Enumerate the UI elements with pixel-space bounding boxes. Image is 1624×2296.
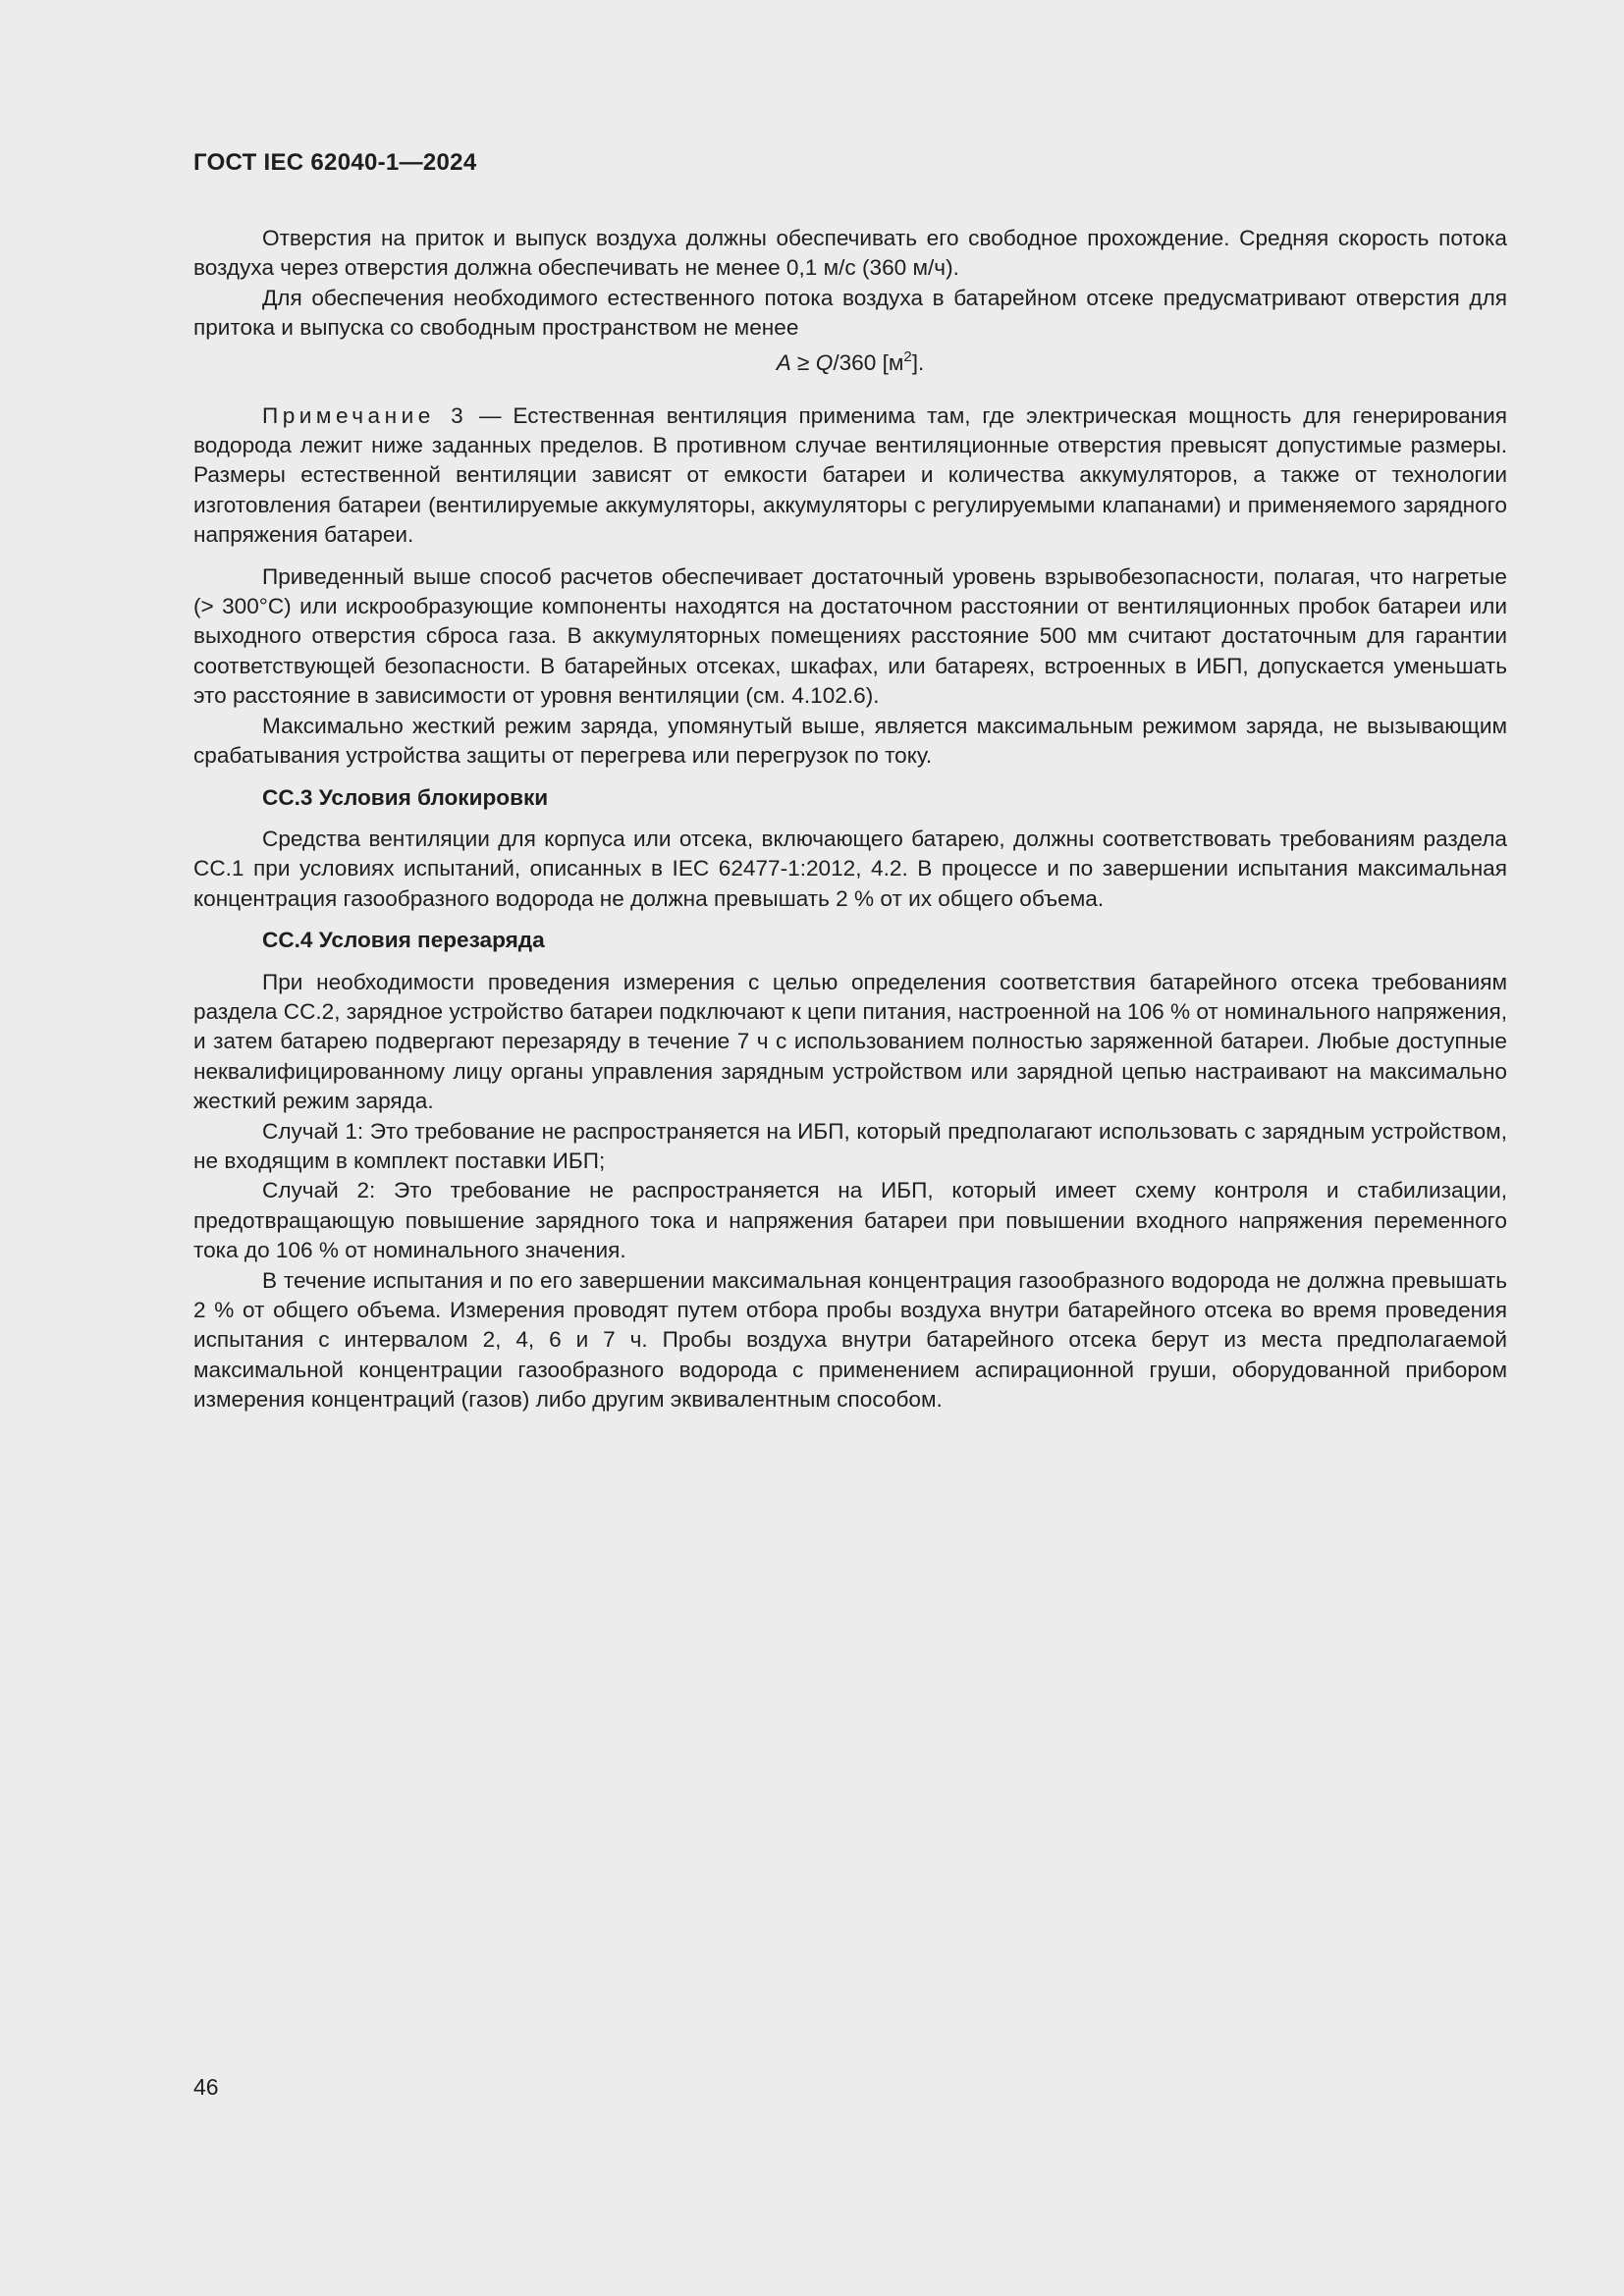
document-header: ГОСТ IEC 62040-1—2024: [193, 149, 477, 176]
section-heading-cc3: СС.3 Условия блокировки: [262, 784, 549, 810]
paragraph-case-2: Случай 2: Это требование не распространяется на ИБП, который имеет схему контроля и стабилизации, предотвращающую повышение зарядного тока и напряжения батареи при повышении входного напряжения переменного тока до 106 % от номинального значения.: [193, 1178, 1507, 1263]
paragraph-natural-airflow: Для обеспечения необходимого естественного потока воздуха в батарейном отсеке предусматривают отверстия для притока и выпуска со свободным пространством не менее: [193, 285, 1507, 341]
paragraph-hydrogen-measurement: В течение испытания и по его завершении максимальная концентрация газообразного водорода не должна превышать 2 % от общего объема. Измерения проводят путем отбора пробы воздуха внутри батарейного отсека во время проведения испытания с интервалом 2, 4, 6 и 7 ч. Пробы воздуха внутри батарейного отсека берут из места предполагаемой максимальной концентрации газообразного водорода с применением аспирационной груши, оборудованной прибором измерения концентраций (газов) либо другим эквивалентным способом.: [193, 1267, 1507, 1413]
section-heading-cc4: СС.4 Условия перезаряда: [262, 928, 545, 953]
formula-operator: ≥: [790, 349, 816, 375]
note-text: — Естественная вентиляция применима там, где электрическая мощность для генерирования водорода лежит ниже заданных пределов. В противном случае вентиляционные отверстия превысят допустимые размеры. Размеры естественной вентиляции зависят от емкости батареи и количества аккумуляторов, а также от технологии изготовления батареи (вентилируемые аккумуляторы, аккумуляторы с регулируемыми клапанами) и применяемого зарядного напряжения батареи.: [193, 402, 1507, 548]
formula-var-a: A: [776, 349, 791, 375]
document-body: [193, 224, 1507, 1415]
ventilation-formula: [193, 348, 1507, 378]
formula-divisor-unit: /360 [м: [833, 349, 904, 375]
paragraph-cc4-overcharge: При необходимости проведения измерения с целью определения соответствия батарейного отсека требованиям раздела СС.2, зарядное устройство батареи подключают к цепи питания, настроенной на 106 % от номинального напряжения, и затем батарею подвергают перезаряду в течение 7 ч с использованием полностью заряженной батареи. Любые доступные неквалифицированному лицу органы управления зарядным устройством или зарядной цепью настраивают на максимально жесткий режим заряда.: [193, 969, 1507, 1114]
paragraph-case-1: Случай 1: Это требование не распространяется на ИБП, который предполагают использовать с зарядным устройством, не входящим в комплект поставки ИБП;: [193, 1118, 1507, 1173]
formula-exponent: 2: [903, 347, 912, 365]
formula-var-q: Q: [815, 349, 834, 375]
formula-tail: ].: [911, 349, 925, 375]
paragraph-airflow-openings: Отверстия на приток и выпуск воздуха должны обеспечивать его свободное прохождение. Средняя скорость потока воздуха через отверстия должна обеспечивать не менее 0,1 м/с (360 м/ч).: [193, 226, 1507, 281]
paragraph-charge-mode: Максимально жесткий режим заряда, упомянутый выше, является максимальным режимом заряда, не вызывающим срабатывания устройства защиты от перегрева или перегрузок по току.: [193, 713, 1507, 769]
note-3: [193, 401, 1507, 551]
note-label: Примечание 3: [262, 402, 468, 428]
paragraph-cc3: Средства вентиляции для корпуса или отсека, включающего батарею, должны соответствовать требованиям раздела СС.1 при условиях испытаний, описанных в IEC 62477-1:2012, 4.2. В процессе и по завершении испытания максимальная концентрация газообразного водорода не должна превышать 2 % от их общего объема.: [193, 826, 1507, 911]
paragraph-explosion-safety: Приведенный выше способ расчетов обеспечивает достаточный уровень взрывобезопасности, полагая, что нагретые (> 300°C) или искрообразующие компоненты находятся на достаточном расстоянии от вентиляционных пробок батареи или выходного отверстия сброса газа. В аккумуляторных помещениях расстояние 500 мм считают достаточным для гарантии соответствующей безопасности. В батарейных отсеках, шкафах, или батареях, встроенных в ИБП, допускается уменьшать это расстояние в зависимости от уровня вентиляции (см. 4.102.6).: [193, 563, 1507, 709]
page-number: 46: [193, 2074, 219, 2100]
